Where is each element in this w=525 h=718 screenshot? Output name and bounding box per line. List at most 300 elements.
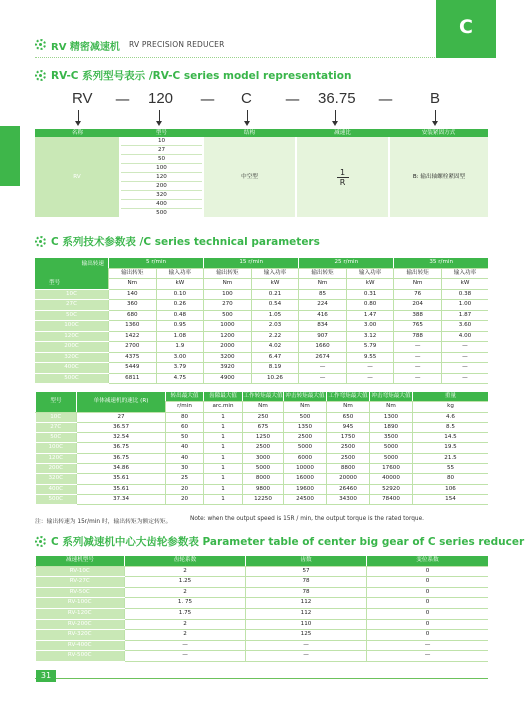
value-cell: 0 [367,598,489,609]
ratio-numerator: 1 [339,167,346,177]
model-cell: 10 [120,137,203,146]
value-cell: 360 [109,300,157,311]
col-header: 安装紧固方式 [421,130,456,136]
value-cell: 1 [204,422,243,432]
value-cell: 5000 [284,443,327,453]
value-cell: 1.87 [441,310,488,321]
value-cell: 388 [394,310,442,321]
value-cell: 85 [299,289,347,300]
table-row [36,566,489,577]
value-cell: 6000 [284,453,327,463]
model-cell: 120C [35,331,109,342]
value-cell: — [246,640,367,651]
note-en: Note: when the output speed is 15R / min, the output torque is the rated torque. [190,516,424,522]
value-cell: 112 [246,598,367,609]
value-cell: 20 [166,484,204,494]
value-cell: 8.5 [413,422,489,432]
model-cell: 10C [36,412,77,422]
value-cell: 2700 [109,342,157,353]
model-table [35,129,488,217]
col-header: 减速比 [334,130,351,136]
value-cell: 2500 [327,453,370,463]
value-cell: — [394,352,442,363]
model-cell: 400C [35,363,109,374]
section4-title: C 系列减速机中心大齿轮参数表 Parameter table of center big gear of C series reducer [51,536,525,548]
value-cell: 1300 [370,412,413,422]
value-cell: 5000 [370,453,413,463]
unit-cell: Nm [394,279,442,290]
model-cell: 400 [120,200,203,209]
value-cell: 36.57 [77,422,166,432]
value-cell: 2500 [243,443,284,453]
value-cell: 1 [204,443,243,453]
gear-icon [35,70,46,81]
arrow-icon [159,110,160,122]
value-cell: 1660 [299,342,347,353]
table-row [35,300,488,311]
table-row [36,651,489,662]
value-cell: 2 [125,630,246,641]
value-cell: 1.47 [346,310,394,321]
value-cell: 3000 [243,453,284,463]
model-cell: RV-320C [36,630,125,641]
table-row [35,289,488,300]
value-cell: 2.03 [251,321,299,332]
note-cn: 注：输出转速为 15r/min 时，输出转矩为额定转矩。 [35,519,172,525]
model-cell: 27 [120,146,203,155]
value-cell: 1250 [243,433,284,443]
value-cell: 1 [204,484,243,494]
value-cell: 26460 [327,484,370,494]
header-rule [35,57,435,59]
value-cell: — [299,363,347,374]
value-cell: 1 [204,412,243,422]
col-header: 重量 [413,392,489,402]
value-cell: 5.79 [346,342,394,353]
speed-header: 15 r/min [204,258,299,268]
table-row [36,494,489,504]
value-cell: 1750 [327,433,370,443]
value-cell: — [441,373,488,384]
model-cell: 500 [156,210,167,216]
value-cell: 1.75 [125,608,246,619]
value-cell: 907 [299,331,347,342]
table-row [35,321,488,332]
value-cell: 3.60 [441,321,488,332]
value-cell: 1.00 [441,300,488,311]
value-cell: — [367,651,489,662]
model-cell: 27C [35,300,109,311]
value-cell: 0 [367,577,489,588]
value-cell: — [394,342,442,353]
value-cell: 1. 75 [125,598,246,609]
model-cell: 27C [36,422,77,432]
value-cell: — [125,640,246,651]
value-cell: 5000 [243,464,284,474]
value-cell: 32.54 [77,433,166,443]
value-cell: 35.61 [77,474,166,484]
arrow-icon [435,110,436,122]
value-cell: 50 [166,433,204,443]
col-header: 单体减速机的速比 (R) [77,392,166,412]
unit-cell: Nm [109,279,157,290]
value-cell: 6811 [109,373,157,384]
name-cell: RV [35,137,120,217]
value-cell: 20 [166,494,204,504]
value-cell: 1 [204,474,243,484]
col-header: 冲击转矩最大值 [284,392,327,402]
value-cell: 0.80 [346,300,394,311]
sub-header: 输入功率 [346,268,394,279]
value-cell: — [441,352,488,363]
table-row [36,577,489,588]
value-cell: 2.22 [251,331,299,342]
value-cell: 6.47 [251,352,299,363]
section2-title: C 系列技术参数表 /C series technical parameters [51,236,320,248]
unit-cell: Nm [284,402,327,412]
value-cell: 36.75 [77,443,166,453]
table-row [36,587,489,598]
value-cell: 55 [413,464,489,474]
value-cell: 78400 [370,494,413,504]
value-cell: 270 [204,300,252,311]
value-cell: 3.00 [346,321,394,332]
sub-header: 输出转矩 [394,268,442,279]
ratio-cell [296,137,389,217]
sub-header: 输入功率 [441,268,488,279]
table-row [36,433,489,443]
value-cell: 0.21 [251,289,299,300]
table-row [35,342,488,353]
value-cell: 154 [413,494,489,504]
model-cell: 320C [36,474,77,484]
unit-cell: kW [346,279,394,290]
header-subtitle: RV PRECISION REDUCER [129,40,225,49]
unit-cell: Nm [370,402,413,412]
value-cell: 765 [394,321,442,332]
value-cell: 40 [166,443,204,453]
value-cell: 5000 [370,443,413,453]
code-dash: — [115,90,130,108]
value-cell: 0.10 [156,289,204,300]
value-cell: 112 [246,608,367,619]
value-cell: 2 [125,619,246,630]
value-cell: 834 [299,321,347,332]
value-cell: 0 [367,587,489,598]
speed-label: 输出转速 [81,261,104,267]
value-cell: 4.6 [413,412,489,422]
value-cell: 2674 [299,352,347,363]
table-row [35,310,488,321]
value-cell: 12250 [243,494,284,504]
unit-cell: kg [413,402,489,412]
model-cell: RV-120C [36,608,125,619]
value-cell: 0 [367,608,489,619]
model-cell: 50C [36,433,77,443]
value-cell: 34300 [327,494,370,504]
value-cell: 52920 [370,484,413,494]
model-cell: 200C [36,464,77,474]
model-cell: 50 [120,155,203,164]
value-cell: 57 [246,566,367,577]
value-cell: 60 [166,422,204,432]
unit-cell: Nm [204,279,252,290]
value-cell: 3.12 [346,331,394,342]
col-header: 结构 [243,130,256,136]
mounting-cell: B: 输出轴螺栓紧固型 [389,137,488,217]
table-row [36,640,489,651]
speed-header: 5 r/min [109,258,204,268]
table-row [36,412,489,422]
code-ratio: 36.75 [318,90,356,107]
col-header: 冲击弯矩最大值 [370,392,413,402]
value-cell: 40 [166,453,204,463]
gear-params-table [35,556,488,662]
value-cell: — [394,373,442,384]
value-cell: 35.61 [77,484,166,494]
value-cell: 250 [243,412,284,422]
table-row [35,373,488,384]
model-cell: 100C [35,321,109,332]
value-cell: 16000 [284,474,327,484]
value-cell: 4375 [109,352,157,363]
model-cell: 200C [35,342,109,353]
value-cell: — [367,640,489,651]
value-cell: 1 [204,433,243,443]
sub-header: 输出转矩 [109,268,157,279]
col-header: 型号 [36,392,77,412]
unit-cell: kW [251,279,299,290]
value-cell: 500 [284,412,327,422]
performance-table [35,392,488,505]
model-label: 型号 [49,279,61,286]
sub-header: 输出转矩 [299,268,347,279]
col-header: 减速机型号 [36,556,125,566]
speed-header: 35 r/min [394,258,488,268]
unit-cell: Nm [299,279,347,290]
table-row [36,608,489,619]
value-cell: 416 [299,310,347,321]
value-cell: 3500 [370,433,413,443]
value-cell: 78 [246,587,367,598]
value-cell: 40000 [370,474,413,484]
model-cell: RV-10C [36,566,125,577]
value-cell: 19600 [284,484,327,494]
unit-cell: kW [441,279,488,290]
value-cell: 2 [125,566,246,577]
value-cell: 2 [125,587,246,598]
value-cell: 8000 [243,474,284,484]
gear-icon [35,236,46,247]
unit-cell: Nm [327,402,370,412]
value-cell: 1360 [109,321,157,332]
value-cell: 0.95 [156,321,204,332]
value-cell: 2000 [204,342,252,353]
page-number: 31 [36,670,56,682]
value-cell: 110 [246,619,367,630]
model-cell: RV-400C [36,640,125,651]
corner-header [35,258,109,289]
value-cell: 204 [394,300,442,311]
value-cell: 2500 [327,443,370,453]
table-row [36,422,489,432]
table-row [36,453,489,463]
value-cell: 80 [413,474,489,484]
model-cell: 100C [36,443,77,453]
value-cell: 24500 [284,494,327,504]
unit-cell: arc.min [204,402,243,412]
ratio-denominator: R [339,177,346,187]
value-cell: — [441,342,488,353]
model-cell: 100 [120,164,203,173]
value-cell: 1.05 [251,310,299,321]
model-cell: 50C [35,310,109,321]
value-cell: 0 [367,566,489,577]
model-cell: 200 [120,182,203,191]
table-row [36,464,489,474]
header-title: RV 精密减速机 [51,42,120,53]
value-cell: 140 [109,289,157,300]
col-header: 名称 [71,130,84,136]
value-cell: 37.34 [77,494,166,504]
value-cell: 3200 [204,352,252,363]
value-cell: 78 [246,577,367,588]
gear-icon [35,39,46,50]
code-dash: — [378,90,393,108]
col-header: 齿轮系数 [125,556,246,566]
model-cell: 10C [35,289,109,300]
model-cell: RV-50C [36,587,125,598]
value-cell: — [246,651,367,662]
unit-cell: r/min [166,402,204,412]
value-cell: 224 [299,300,347,311]
value-cell: 36.75 [77,453,166,463]
value-cell: 17600 [370,464,413,474]
value-cell: 9800 [243,484,284,494]
value-cell: 9.55 [346,352,394,363]
unit-cell: kW [156,279,204,290]
section1-title: RV-C 系列型号表示 /RV-C series model representation [51,70,352,82]
value-cell: 14.5 [413,433,489,443]
model-cell: 500C [35,373,109,384]
model-cell: 120 [120,173,203,182]
value-cell: 0.54 [251,300,299,311]
value-cell: — [125,651,246,662]
model-cell: RV-100C [36,598,125,609]
value-cell: 0 [367,630,489,641]
value-cell: 3920 [204,363,252,374]
table-row [36,630,489,641]
value-cell: 20000 [327,474,370,484]
value-cell: 10.26 [251,373,299,384]
arrow-icon [335,110,336,122]
value-cell: 3.00 [156,352,204,363]
model-cell: 400C [36,484,77,494]
value-cell: — [441,363,488,374]
value-cell: 125 [246,630,367,641]
value-cell: — [394,363,442,374]
code-dash: — [200,90,215,108]
model-cell: 500C [36,494,77,504]
value-cell: — [346,373,394,384]
value-cell: 106 [413,484,489,494]
value-cell: 1890 [370,422,413,432]
code-structure: C [241,90,252,107]
value-cell: 1 [204,494,243,504]
value-cell: 0.38 [441,289,488,300]
value-cell: 80 [166,412,204,422]
value-cell: 0.26 [156,300,204,311]
header-tab-letter: C [459,16,473,38]
value-cell: — [346,363,394,374]
col-header: 工作转矩最大值 [243,392,284,402]
model-cell: 320 [120,191,203,200]
value-cell: 1 [204,453,243,463]
sub-header: 输入功率 [251,268,299,279]
value-cell: 8.19 [251,363,299,374]
value-cell: 945 [327,422,370,432]
value-cell: 0 [367,619,489,630]
col-header: 工作弯矩最大值 [327,392,370,402]
value-cell: 1.08 [156,331,204,342]
value-cell: 19.5 [413,443,489,453]
code-rv: RV [72,90,93,107]
model-cell: RV-200C [36,619,125,630]
value-cell: 0.48 [156,310,204,321]
value-cell: 1200 [204,331,252,342]
value-cell: 0.31 [346,289,394,300]
col-header: 转出最大值 [166,392,204,402]
table-row [36,619,489,630]
col-header: 型号 [155,130,168,136]
model-cell: RV-500C [36,651,125,662]
code-dash: — [285,90,300,108]
value-cell: 2500 [284,433,327,443]
value-cell: 675 [243,422,284,432]
sub-header: 输入功率 [156,268,204,279]
code-mount: B [430,90,441,107]
table-row [36,443,489,453]
value-cell: 4.02 [251,342,299,353]
value-cell: 1000 [204,321,252,332]
value-cell: 25 [166,474,204,484]
value-cell: 100 [204,289,252,300]
structure-cell: 中空型 [203,137,296,217]
value-cell: 650 [327,412,370,422]
value-cell: 4900 [204,373,252,384]
speed-header: 25 r/min [299,258,394,268]
value-cell: 1.9 [156,342,204,353]
value-cell: 76 [394,289,442,300]
arrow-icon [78,110,79,122]
model-cell: 120C [36,453,77,463]
value-cell: 5449 [109,363,157,374]
sub-header: 输出转矩 [204,268,252,279]
col-header: 变位系数 [367,556,489,566]
value-cell: 30 [166,464,204,474]
value-cell: — [299,373,347,384]
value-cell: 4.75 [156,373,204,384]
value-cell: 500 [204,310,252,321]
value-cell: 680 [109,310,157,321]
table-row [35,331,488,342]
side-tab [0,126,20,186]
unit-cell: Nm [243,402,284,412]
model-cell: 320C [35,352,109,363]
value-cell: 34.86 [77,464,166,474]
value-cell: 8800 [327,464,370,474]
tech-params-table [35,258,488,384]
